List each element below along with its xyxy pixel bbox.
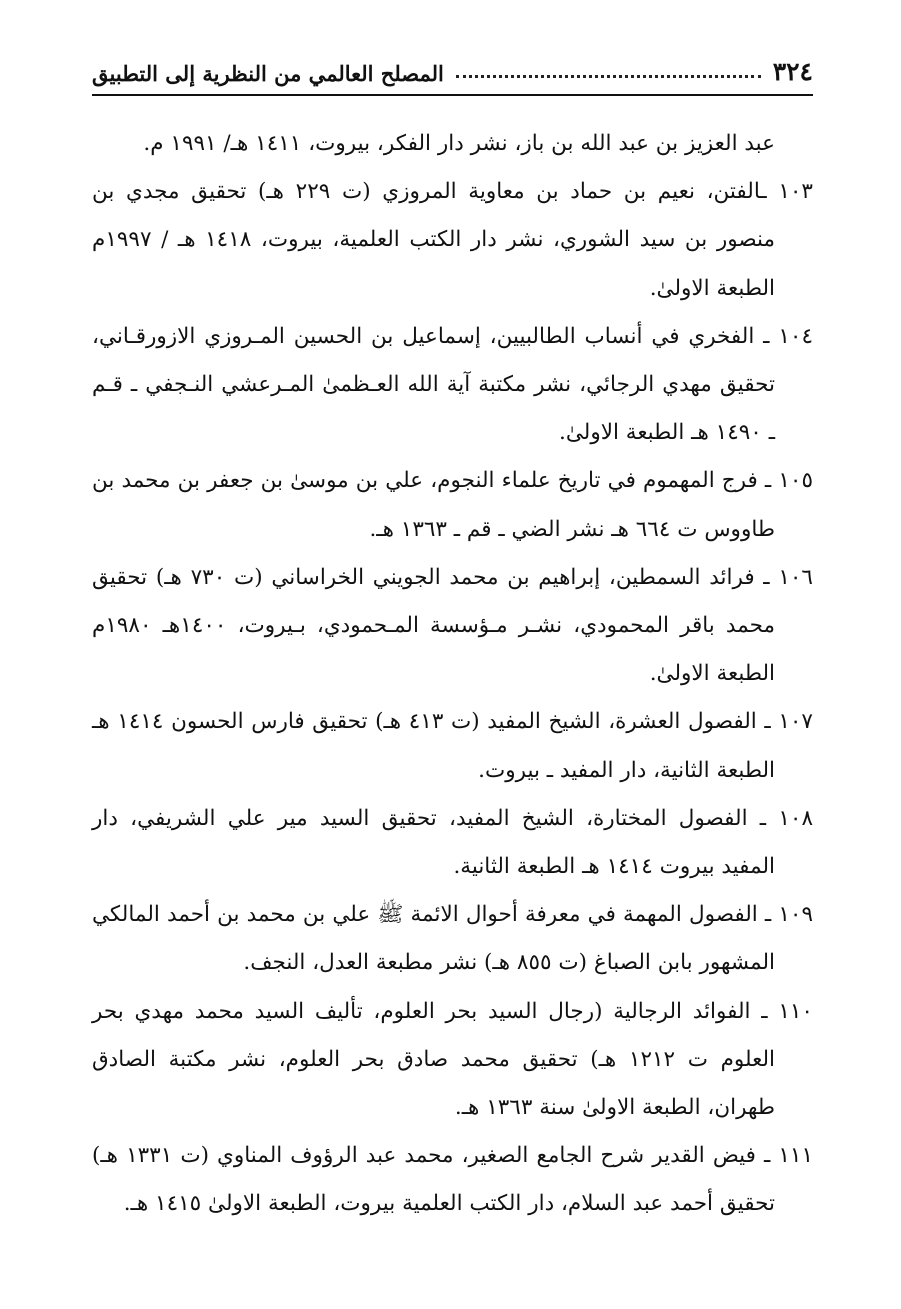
bibliography-entry <box>92 891 813 987</box>
entry-number: ١٠٧ <box>778 709 813 735</box>
bibliography-entry <box>92 988 813 1133</box>
running-title: المصلح العالمي من النظرية إلى التطبيق <box>92 61 444 86</box>
page-number: ٣٢٤ <box>772 57 813 86</box>
bibliography-list <box>92 120 813 1229</box>
entry-number: ١١٠ <box>778 998 813 1024</box>
entry-text: ـ فرائد السمطين، إبراهيم بن محمد الجويني الخراساني (ت ٧٣٠ هـ) تحقيق محمد باقر المحمودي، نشـر مـؤسسة المـحمودي، بـيروت، ١٤٠٠هـ ١٩٨٠م الطبعة الاولىٰ. <box>92 564 775 687</box>
bibliography-entry <box>92 457 813 553</box>
bibliography-entry <box>92 698 813 794</box>
entry-text: ـ الفوائد الرجالية (رجال السيد بحر العلوم، تأليف السيد محمد مهدي بحر العلوم ت ١٢١٢ هـ) تحقيق محمد صادق بحر العلوم، نشر مكتبة الصادق طهران، الطبعة الاولىٰ سنة ١٣٦٣ هـ. <box>92 998 775 1121</box>
entry-text: ـ الفصول المختارة، الشيخ المفيد، تحقيق السيد مير علي الشريفي، دار المفيد بيروت ١٤١٤ هـ الطبعة الثانية. <box>92 805 775 880</box>
entry-text: ـ الفصول المهمة في معرفة أحوال الائمة ﷺ علي بن محمد بن أحمد المالكي المشهور بابن الصباغ (ت ٨٥٥ هـ) نشر مطبعة العدل، النجف. <box>92 902 775 976</box>
header-rule <box>92 94 813 96</box>
entry-text: ـ الفصول العشرة، الشيخ المفيد (ت ٤١٣ هـ) تحقيق فارس الحسون ١٤١٤ هـ الطبعة الثانية، دار المفيد ـ بيروت. <box>92 709 775 783</box>
entry-text: ـالفتن، نعيم بن حماد بن معاوية المروزي (ت ٢٢٩ هـ) تحقيق مجدي بن منصور بن سيد الشوري، نشر دار الكتب العلمية، بيروت، ١٤١٨ هـ / ١٩٩٧م الطبعة الاولىٰ. <box>92 179 775 301</box>
entry-number: ١٠٦ <box>778 564 813 590</box>
entry-text: ـ فرج المهموم في تاريخ علماء النجوم، علي بن موسىٰ بن جعفر بن محمد بن طاووس ت ٦٦٤ هـ نشر الضي ـ قم ـ ١٣٦٣ هـ. <box>92 468 775 542</box>
entry-text: ـ الفخري في أنساب الطالبيين، إسماعيل بن الحسين المـروزي الازورقـاني، تحقيق مهدي الرجائي، نشر مكتبة آية الله العـظمىٰ المـرعشي النـجفي ـ قـم ـ ١٤٩٠ هـ الطبعة الاولىٰ. <box>92 323 775 446</box>
entry-number: ١٠٥ <box>778 468 813 494</box>
entry-text: عبد العزيز بن عبد الله بن باز، نشر دار الفكر، بيروت، ١٤١١ هـ/ ١٩٩١ م. <box>143 131 775 156</box>
bibliography-entry <box>92 313 813 458</box>
entry-number: ١٠٩ <box>778 902 813 928</box>
bibliography-entry <box>92 795 813 891</box>
entry-number: ١٠٣ <box>778 179 813 205</box>
entry-text: ـ فيض القدير شرح الجامع الصغير، محمد عبد الرؤوف المناوي (ت ١٣٣١ هـ) تحقيق أحمد عبد السلام، دار الكتب العلمية بيروت، الطبعة الاولىٰ ١٤١٥ هـ. <box>92 1143 775 1217</box>
page-header <box>92 46 813 86</box>
entry-number: ١٠٨ <box>778 805 813 831</box>
entry-number: ١٠٤ <box>778 323 813 349</box>
bibliography-entry <box>92 1132 813 1228</box>
bibliography-entry <box>92 554 813 699</box>
bibliography-entry <box>92 168 813 313</box>
bibliography-entry <box>92 120 813 168</box>
header-dot-leader <box>456 75 761 78</box>
entry-number: ١١١ <box>778 1143 813 1169</box>
